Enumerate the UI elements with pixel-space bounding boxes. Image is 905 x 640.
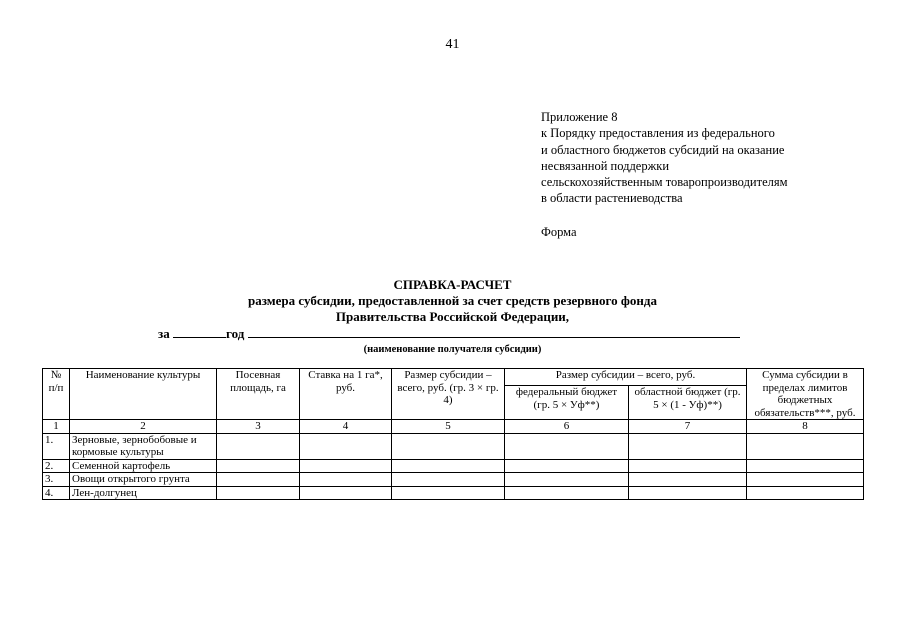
limit-cell[interactable] [747, 473, 864, 487]
row-number: 3. [43, 473, 70, 487]
header-crop: Наименование культуры [70, 369, 217, 420]
recipient-blank-field[interactable] [248, 326, 740, 338]
rate-cell[interactable] [300, 473, 392, 487]
column-number: 6 [505, 420, 629, 434]
title-line-2: размера субсидии, предоставленной за счет средств резервного фонда [248, 293, 657, 308]
federal-cell[interactable] [505, 473, 629, 487]
title-line-1: СПРАВКА-РАСЧЕТ [393, 277, 512, 292]
year-line [158, 326, 740, 342]
header-area: Посевная площадь, га [217, 369, 300, 420]
appendix-line: Приложение 8 [541, 110, 618, 124]
appendix-line: к Порядку предоставления из федерального [541, 126, 775, 141]
column-number: 8 [747, 420, 864, 434]
year-blank-field[interactable] [173, 326, 226, 338]
area-cell[interactable] [217, 486, 300, 500]
federal-cell[interactable] [505, 486, 629, 500]
column-number: 5 [392, 420, 505, 434]
header-federal: федеральный бюджет (гр. 5 × Уф**) [505, 386, 629, 420]
regional-cell[interactable] [629, 486, 747, 500]
crop-name: Зерновые, зернобобовые и кормовые культуры [70, 433, 217, 459]
column-number: 3 [217, 420, 300, 434]
table-row [43, 473, 864, 487]
header-size: Размер субсидии – всего, руб. (гр. 3 × гр. 4) [392, 369, 505, 420]
regional-cell[interactable] [629, 459, 747, 473]
crop-name: Семенной картофель [70, 459, 217, 473]
size-cell[interactable] [392, 433, 505, 459]
appendix-line: в области растениеводства [541, 191, 683, 206]
subsidy-calculation-table [42, 368, 864, 500]
column-number: 4 [300, 420, 392, 434]
limit-cell[interactable] [747, 486, 864, 500]
appendix-line: и областного бюджетов субсидий на оказание [541, 142, 785, 157]
size-cell[interactable] [392, 459, 505, 473]
column-number: 1 [43, 420, 70, 434]
document-title [0, 277, 905, 325]
federal-cell[interactable] [505, 433, 629, 459]
crop-name: Овощи открытого грунта [70, 473, 217, 487]
rate-cell[interactable] [300, 486, 392, 500]
rate-cell[interactable] [300, 433, 392, 459]
row-number: 2. [43, 459, 70, 473]
table-row [43, 486, 864, 500]
header-rate: Ставка на 1 га*, руб. [300, 369, 392, 420]
appendix-block [541, 109, 788, 207]
limit-cell[interactable] [747, 433, 864, 459]
table-row [43, 459, 864, 473]
regional-cell[interactable] [629, 473, 747, 487]
page-number: 41 [445, 37, 460, 52]
table-row [43, 433, 864, 459]
row-number: 1. [43, 433, 70, 459]
header-total-group: Размер субсидии – всего, руб. [505, 369, 747, 386]
limit-cell[interactable] [747, 459, 864, 473]
header-num: № п/п [43, 369, 70, 420]
crop-name: Лен-долгунец [70, 486, 217, 500]
regional-cell[interactable] [629, 433, 747, 459]
column-number-row [43, 420, 864, 434]
appendix-line: сельскохозяйственным товаропроизводителям [541, 175, 788, 190]
header-limit: Сумма субсидии в пределах лимитов бюджетных обязательств***, руб. [747, 369, 864, 420]
year-word: год [225, 326, 245, 341]
size-cell[interactable] [392, 473, 505, 487]
header-regional: областной бюджет (гр. 5 × (1 - Уф)**) [629, 386, 747, 420]
federal-cell[interactable] [505, 459, 629, 473]
column-number: 7 [629, 420, 747, 434]
area-cell[interactable] [217, 459, 300, 473]
area-cell[interactable] [217, 433, 300, 459]
rate-cell[interactable] [300, 459, 392, 473]
area-cell[interactable] [217, 473, 300, 487]
title-line-3: Правительства Российской Федерации, [335, 309, 570, 324]
year-prefix: за [158, 326, 170, 341]
row-number: 4. [43, 486, 70, 500]
size-cell[interactable] [392, 486, 505, 500]
appendix-line: несвязанной поддержки [541, 158, 670, 173]
recipient-caption: (наименование получателя субсидии) [363, 344, 542, 355]
form-label: Форма [541, 225, 577, 239]
column-number: 2 [70, 420, 217, 434]
